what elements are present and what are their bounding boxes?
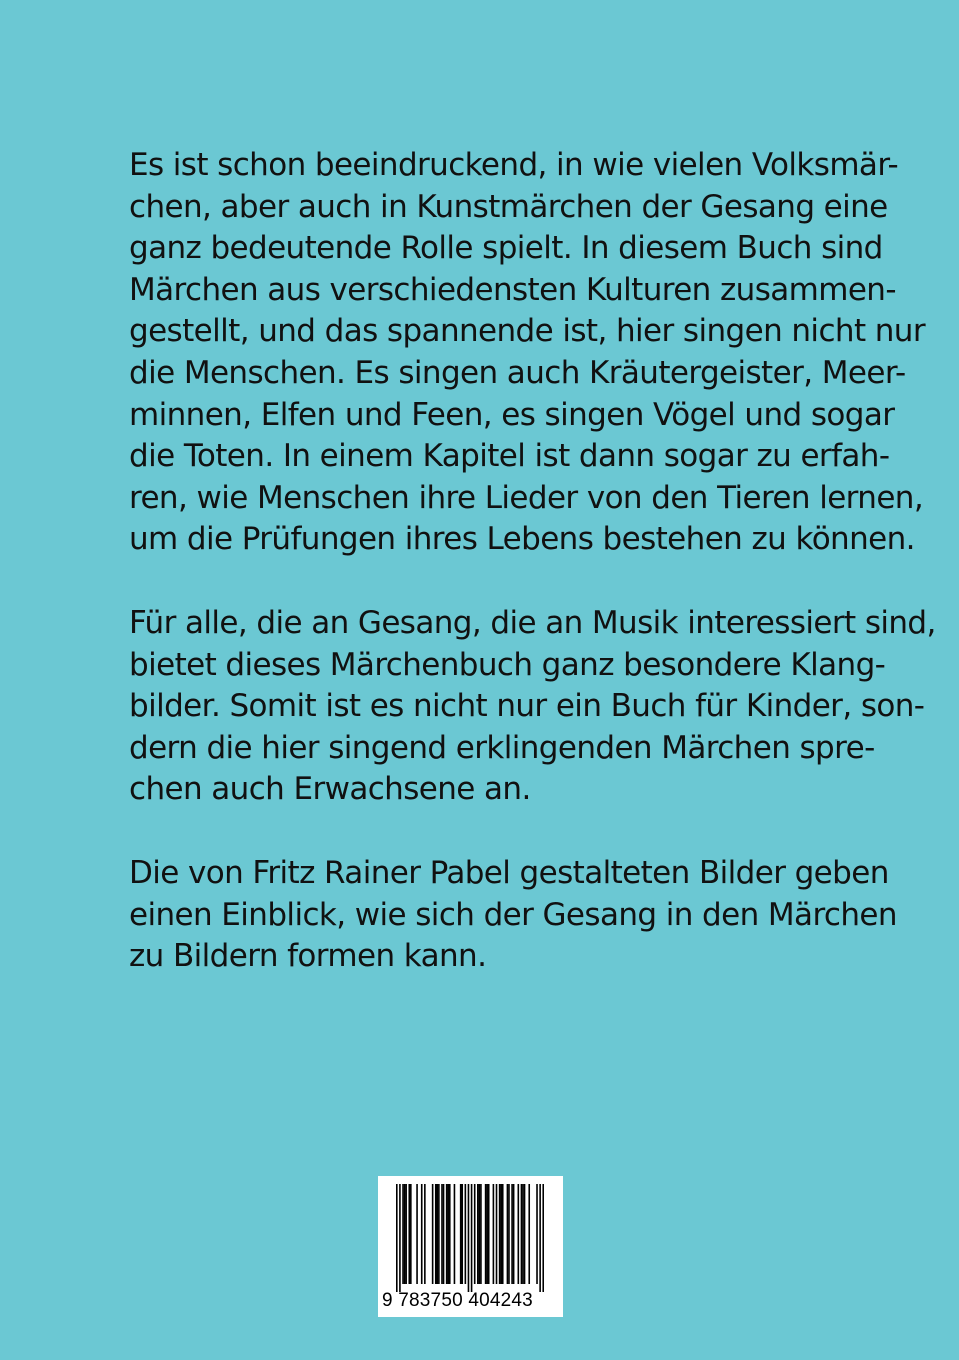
- barcode-bar: [493, 1184, 495, 1284]
- barcode-bar: [474, 1184, 476, 1284]
- barcode-bar: [461, 1184, 463, 1284]
- barcode-bar: [435, 1184, 437, 1284]
- barcode-bar: [441, 1184, 443, 1284]
- barcode-bar: [486, 1184, 488, 1284]
- barcode-bar: [460, 1184, 462, 1284]
- barcode-bar: [511, 1184, 513, 1284]
- blurb-paragraph-2: [129, 603, 936, 811]
- isbn-barcode: [378, 1176, 563, 1317]
- text-line: minnen, Elfen und Feen, es singen Vögel und sogar: [129, 396, 895, 433]
- blurb-paragraph-1: [129, 145, 925, 561]
- barcode-bar: [424, 1184, 426, 1284]
- text-line: chen, aber auch in Kunstmärchen der Gesang eine: [129, 188, 888, 225]
- barcode-bar: [405, 1184, 407, 1284]
- barcode-bar: [410, 1184, 412, 1284]
- barcode-bar: [528, 1184, 530, 1284]
- text-line: chen auch Erwachsene an.: [129, 771, 531, 808]
- barcode-bar: [507, 1184, 509, 1284]
- barcode-bar: [513, 1184, 515, 1284]
- text-line: bilder. Somit ist es nicht nur ein Buch für Kinder, son-: [129, 688, 925, 725]
- barcode-bar: [421, 1184, 423, 1284]
- barcode-bar: [471, 1184, 473, 1292]
- barcode-bar: [542, 1184, 544, 1292]
- text-line: dern die hier singend erklingenden Märchen spre-: [129, 729, 875, 766]
- barcode-bar: [447, 1184, 449, 1284]
- text-line: Märchen aus verschiedensten Kulturen zusammen-: [129, 271, 896, 308]
- barcode-bar: [502, 1184, 504, 1284]
- barcode-icon: [396, 1184, 544, 1292]
- barcode-bar: [536, 1184, 538, 1284]
- text-line: bietet dieses Märchenbuch ganz besondere Klang-: [129, 646, 886, 683]
- barcode-bar: [539, 1184, 541, 1292]
- barcode-bar: [446, 1184, 448, 1284]
- text-line: ganz bedeutende Rolle spielt. In diesem Buch sind: [129, 230, 883, 267]
- barcode-bar: [399, 1184, 401, 1292]
- barcode-bar: [499, 1184, 501, 1284]
- barcode-bar: [521, 1184, 523, 1284]
- barcode-bar: [518, 1184, 520, 1284]
- isbn-number: 9 783750 404243: [382, 1290, 533, 1311]
- barcode-bar: [437, 1184, 439, 1284]
- text-line: ren, wie Menschen ihre Lieder von den Tieren lernen,: [129, 479, 924, 516]
- barcode-bar: [449, 1184, 451, 1284]
- text-line: zu Bildern formen kann.: [129, 938, 487, 975]
- text-line: um die Prüfungen ihres Lebens bestehen zu können.: [129, 521, 915, 558]
- text-line: gestellt, und das spannende ist, hier singen nicht nur: [129, 313, 925, 350]
- barcode-bar: [485, 1184, 487, 1284]
- barcode-bar: [396, 1184, 398, 1292]
- barcode-bar: [404, 1184, 406, 1284]
- barcode-bar: [432, 1184, 434, 1284]
- text-line: Es ist schon beeindruckend, in wie vielen Volksmär-: [129, 147, 899, 183]
- barcode-bar: [465, 1184, 467, 1284]
- text-line: die Toten. In einem Kapitel ist dann sogar zu erfah-: [129, 438, 890, 475]
- barcode-bar: [443, 1184, 445, 1284]
- barcode-bar: [522, 1184, 524, 1284]
- barcode-bar: [468, 1184, 470, 1292]
- text-line: Für alle, die an Gesang, die an Musik interessiert sind,: [129, 605, 936, 641]
- blurb-paragraph-3: [129, 853, 897, 978]
- barcode-bar: [408, 1184, 410, 1284]
- barcode-bar: [438, 1184, 440, 1284]
- barcode-bar: [480, 1184, 482, 1284]
- barcode-bar: [454, 1184, 456, 1284]
- text-line: Die von Fritz Rainer Pabel gestalteten Bilder geben: [129, 855, 889, 891]
- text-line: die Menschen. Es singen auch Kräutergeister, Meer-: [129, 354, 906, 391]
- barcode-bar: [416, 1184, 418, 1284]
- text-line: einen Einblick, wie sich der Gesang in den Märchen: [129, 896, 897, 933]
- barcode-bar: [508, 1184, 510, 1284]
- barcode-bar: [477, 1184, 479, 1284]
- barcode-bar: [488, 1184, 490, 1284]
- barcode-bar: [500, 1184, 502, 1284]
- barcode-bar: [524, 1184, 526, 1284]
- barcode-bar: [479, 1184, 481, 1284]
- barcode-bar: [402, 1184, 404, 1284]
- barcode-bar: [496, 1184, 498, 1284]
